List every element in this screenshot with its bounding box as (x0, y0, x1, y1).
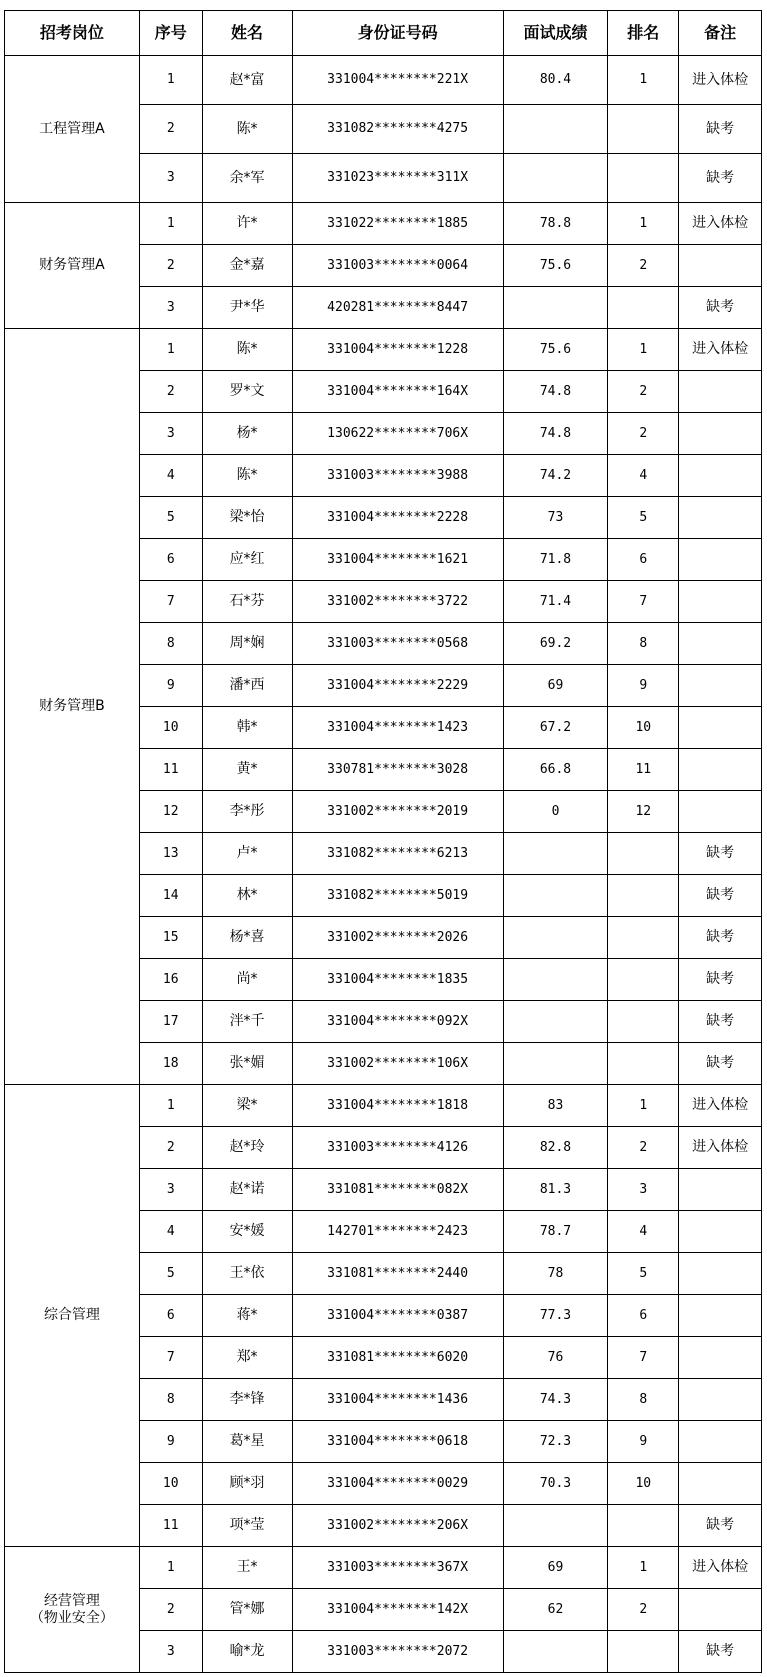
rank-cell: 1 (608, 203, 679, 245)
rank-cell: 2 (608, 371, 679, 413)
note-cell (679, 1463, 762, 1505)
seq-cell: 1 (139, 329, 202, 371)
score-cell: 71.4 (503, 581, 608, 623)
id-cell: 331002********206X (292, 1505, 503, 1547)
score-cell: 69 (503, 665, 608, 707)
name-cell: 梁* (202, 1085, 292, 1127)
seq-cell: 1 (139, 1547, 202, 1589)
note-cell (679, 623, 762, 665)
note-cell (679, 1337, 762, 1379)
id-cell: 331004********164X (292, 371, 503, 413)
id-cell: 331003********367X (292, 1547, 503, 1589)
position-cell: 财务管理A (5, 203, 140, 329)
id-cell: 420281********8447 (292, 287, 503, 329)
note-cell (679, 371, 762, 413)
id-cell: 331004********221X (292, 56, 503, 105)
note-cell: 缺考 (679, 833, 762, 875)
table-row (5, 1547, 762, 1589)
seq-cell: 8 (139, 623, 202, 665)
note-cell (679, 1421, 762, 1463)
note-cell (679, 1253, 762, 1295)
name-cell: 应*红 (202, 539, 292, 581)
name-cell: 潘*西 (202, 665, 292, 707)
score-cell: 67.2 (503, 707, 608, 749)
name-cell: 顾*羽 (202, 1463, 292, 1505)
note-cell (679, 749, 762, 791)
name-cell: 杨* (202, 413, 292, 455)
score-cell (503, 1505, 608, 1547)
id-cell: 331003********3988 (292, 455, 503, 497)
note-cell (679, 1295, 762, 1337)
id-cell: 331003********0568 (292, 623, 503, 665)
score-cell: 78.8 (503, 203, 608, 245)
header-name: 姓名 (202, 11, 292, 56)
note-cell (679, 791, 762, 833)
score-cell: 74.8 (503, 371, 608, 413)
name-cell: 喻*龙 (202, 1631, 292, 1673)
note-cell (679, 497, 762, 539)
seq-cell: 16 (139, 959, 202, 1001)
score-cell: 71.8 (503, 539, 608, 581)
name-cell: 张*媚 (202, 1043, 292, 1085)
score-cell: 80.4 (503, 56, 608, 105)
id-cell: 331081********082X (292, 1169, 503, 1211)
rank-cell: 1 (608, 1085, 679, 1127)
position-cell: 综合管理 (5, 1085, 140, 1547)
rank-cell: 1 (608, 56, 679, 105)
score-cell: 69 (503, 1547, 608, 1589)
rank-cell (608, 287, 679, 329)
seq-cell: 2 (139, 1127, 202, 1169)
rank-cell: 2 (608, 413, 679, 455)
id-cell: 331003********0064 (292, 245, 503, 287)
name-cell: 尚* (202, 959, 292, 1001)
note-cell: 缺考 (679, 917, 762, 959)
score-cell: 76 (503, 1337, 608, 1379)
note-cell: 进入体检 (679, 1547, 762, 1589)
id-cell: 331004********0029 (292, 1463, 503, 1505)
seq-cell: 2 (139, 105, 202, 154)
rank-cell: 10 (608, 707, 679, 749)
note-cell: 缺考 (679, 1043, 762, 1085)
name-cell: 石*芬 (202, 581, 292, 623)
id-cell: 331004********1818 (292, 1085, 503, 1127)
name-cell: 郑* (202, 1337, 292, 1379)
score-cell (503, 287, 608, 329)
score-cell: 81.3 (503, 1169, 608, 1211)
score-cell (503, 1001, 608, 1043)
rank-cell: 11 (608, 749, 679, 791)
id-cell: 331082********6213 (292, 833, 503, 875)
id-cell: 331003********4126 (292, 1127, 503, 1169)
seq-cell: 6 (139, 1295, 202, 1337)
score-cell (503, 875, 608, 917)
seq-cell: 4 (139, 455, 202, 497)
seq-cell: 9 (139, 665, 202, 707)
table-header (5, 11, 762, 56)
id-cell: 331002********3722 (292, 581, 503, 623)
note-cell (679, 581, 762, 623)
rank-cell (608, 1505, 679, 1547)
seq-cell: 3 (139, 287, 202, 329)
table-row (5, 203, 762, 245)
rank-cell: 9 (608, 1421, 679, 1463)
seq-cell: 14 (139, 875, 202, 917)
score-cell (503, 1043, 608, 1085)
id-cell: 331004********1423 (292, 707, 503, 749)
rank-cell: 8 (608, 623, 679, 665)
note-cell (679, 1211, 762, 1253)
rank-cell: 7 (608, 581, 679, 623)
id-cell: 331003********2072 (292, 1631, 503, 1673)
note-cell: 缺考 (679, 875, 762, 917)
score-cell: 72.3 (503, 1421, 608, 1463)
note-cell: 缺考 (679, 105, 762, 154)
seq-cell: 11 (139, 1505, 202, 1547)
note-cell (679, 539, 762, 581)
id-cell: 331082********5019 (292, 875, 503, 917)
name-cell: 蒋* (202, 1295, 292, 1337)
note-cell: 缺考 (679, 287, 762, 329)
name-cell: 黄* (202, 749, 292, 791)
seq-cell: 13 (139, 833, 202, 875)
id-cell: 331022********1885 (292, 203, 503, 245)
rank-cell: 10 (608, 1463, 679, 1505)
id-cell: 331081********2440 (292, 1253, 503, 1295)
header-seq: 序号 (139, 11, 202, 56)
score-cell: 75.6 (503, 329, 608, 371)
seq-cell: 4 (139, 1211, 202, 1253)
score-cell: 73 (503, 497, 608, 539)
note-cell (679, 707, 762, 749)
seq-cell: 2 (139, 245, 202, 287)
note-cell: 进入体检 (679, 1085, 762, 1127)
note-cell (679, 413, 762, 455)
name-cell: 许* (202, 203, 292, 245)
id-cell: 331004********2229 (292, 665, 503, 707)
name-cell: 李*彤 (202, 791, 292, 833)
rank-cell (608, 154, 679, 203)
score-cell: 70.3 (503, 1463, 608, 1505)
seq-cell: 6 (139, 539, 202, 581)
rank-cell (608, 105, 679, 154)
id-cell: 130622********706X (292, 413, 503, 455)
id-cell: 331004********0618 (292, 1421, 503, 1463)
name-cell: 尹*华 (202, 287, 292, 329)
header-note: 备注 (679, 11, 762, 56)
header-row (5, 11, 762, 56)
table-row (5, 56, 762, 105)
note-cell (679, 665, 762, 707)
name-cell: 周*娴 (202, 623, 292, 665)
note-cell (679, 1379, 762, 1421)
seq-cell: 2 (139, 371, 202, 413)
score-cell: 78.7 (503, 1211, 608, 1253)
name-cell: 李*锋 (202, 1379, 292, 1421)
name-cell: 赵*玲 (202, 1127, 292, 1169)
rank-cell: 5 (608, 1253, 679, 1295)
header-position: 招考岗位 (5, 11, 140, 56)
id-cell: 331004********092X (292, 1001, 503, 1043)
rank-cell: 2 (608, 1127, 679, 1169)
score-cell: 77.3 (503, 1295, 608, 1337)
seq-cell: 1 (139, 1085, 202, 1127)
id-cell: 331004********2228 (292, 497, 503, 539)
rank-cell (608, 1043, 679, 1085)
score-cell (503, 917, 608, 959)
position-cell: 经营管理 （物业安全） (5, 1547, 140, 1673)
name-cell: 林* (202, 875, 292, 917)
note-cell: 进入体检 (679, 203, 762, 245)
note-cell: 缺考 (679, 959, 762, 1001)
score-cell (503, 959, 608, 1001)
seq-cell: 9 (139, 1421, 202, 1463)
note-cell: 进入体检 (679, 329, 762, 371)
header-id: 身份证号码 (292, 11, 503, 56)
score-cell: 74.3 (503, 1379, 608, 1421)
name-cell: 韩* (202, 707, 292, 749)
rank-cell: 6 (608, 1295, 679, 1337)
id-cell: 330781********3028 (292, 749, 503, 791)
rank-cell (608, 833, 679, 875)
name-cell: 金*嘉 (202, 245, 292, 287)
seq-cell: 10 (139, 1463, 202, 1505)
rank-cell: 12 (608, 791, 679, 833)
score-cell: 83 (503, 1085, 608, 1127)
id-cell: 331002********2026 (292, 917, 503, 959)
rank-cell: 2 (608, 1589, 679, 1631)
name-cell: 安*媛 (202, 1211, 292, 1253)
position-cell: 工程管理A (5, 56, 140, 203)
score-cell: 75.6 (503, 245, 608, 287)
rank-cell: 1 (608, 329, 679, 371)
name-cell: 项*莹 (202, 1505, 292, 1547)
note-cell: 缺考 (679, 1001, 762, 1043)
seq-cell: 8 (139, 1379, 202, 1421)
score-cell: 62 (503, 1589, 608, 1631)
rank-cell: 6 (608, 539, 679, 581)
note-cell: 进入体检 (679, 1127, 762, 1169)
name-cell: 余*军 (202, 154, 292, 203)
note-cell (679, 245, 762, 287)
table-body (5, 56, 762, 1673)
score-cell (503, 833, 608, 875)
rank-cell: 4 (608, 1211, 679, 1253)
note-cell: 进入体检 (679, 56, 762, 105)
seq-cell: 1 (139, 56, 202, 105)
note-cell: 缺考 (679, 1631, 762, 1673)
rank-cell (608, 1631, 679, 1673)
seq-cell: 17 (139, 1001, 202, 1043)
name-cell: 陈* (202, 455, 292, 497)
score-cell: 78 (503, 1253, 608, 1295)
name-cell: 罗*文 (202, 371, 292, 413)
score-cell: 74.2 (503, 455, 608, 497)
note-cell: 缺考 (679, 1505, 762, 1547)
score-cell: 74.8 (503, 413, 608, 455)
score-cell: 0 (503, 791, 608, 833)
seq-cell: 5 (139, 497, 202, 539)
rank-cell: 2 (608, 245, 679, 287)
header-score: 面试成绩 (503, 11, 608, 56)
name-cell: 赵*富 (202, 56, 292, 105)
seq-cell: 3 (139, 413, 202, 455)
score-cell (503, 1631, 608, 1673)
name-cell: 杨*喜 (202, 917, 292, 959)
note-cell (679, 455, 762, 497)
position-cell: 财务管理B (5, 329, 140, 1085)
results-table (4, 10, 762, 1673)
name-cell: 葛*星 (202, 1421, 292, 1463)
seq-cell: 2 (139, 1589, 202, 1631)
header-rank: 排名 (608, 11, 679, 56)
seq-cell: 12 (139, 791, 202, 833)
rank-cell: 3 (608, 1169, 679, 1211)
name-cell: 陈* (202, 105, 292, 154)
seq-cell: 10 (139, 707, 202, 749)
note-cell (679, 1169, 762, 1211)
table-row (5, 1085, 762, 1127)
score-cell (503, 154, 608, 203)
id-cell: 331002********2019 (292, 791, 503, 833)
name-cell: 管*娜 (202, 1589, 292, 1631)
id-cell: 331002********106X (292, 1043, 503, 1085)
id-cell: 331081********6020 (292, 1337, 503, 1379)
name-cell: 陈* (202, 329, 292, 371)
seq-cell: 3 (139, 1631, 202, 1673)
seq-cell: 5 (139, 1253, 202, 1295)
rank-cell (608, 1001, 679, 1043)
note-cell: 缺考 (679, 154, 762, 203)
rank-cell (608, 917, 679, 959)
name-cell: 泮*千 (202, 1001, 292, 1043)
rank-cell: 4 (608, 455, 679, 497)
id-cell: 331004********142X (292, 1589, 503, 1631)
seq-cell: 7 (139, 581, 202, 623)
name-cell: 赵*诺 (202, 1169, 292, 1211)
seq-cell: 11 (139, 749, 202, 791)
rank-cell: 9 (608, 665, 679, 707)
rank-cell (608, 875, 679, 917)
score-cell: 82.8 (503, 1127, 608, 1169)
name-cell: 王*依 (202, 1253, 292, 1295)
id-cell: 331082********4275 (292, 105, 503, 154)
rank-cell: 1 (608, 1547, 679, 1589)
id-cell: 331023********311X (292, 154, 503, 203)
score-cell: 69.2 (503, 623, 608, 665)
id-cell: 331004********1835 (292, 959, 503, 1001)
id-cell: 331004********0387 (292, 1295, 503, 1337)
id-cell: 142701********2423 (292, 1211, 503, 1253)
name-cell: 王* (202, 1547, 292, 1589)
score-cell: 66.8 (503, 749, 608, 791)
rank-cell: 5 (608, 497, 679, 539)
score-cell (503, 105, 608, 154)
seq-cell: 3 (139, 1169, 202, 1211)
rank-cell: 7 (608, 1337, 679, 1379)
note-cell (679, 1589, 762, 1631)
id-cell: 331004********1621 (292, 539, 503, 581)
id-cell: 331004********1228 (292, 329, 503, 371)
rank-cell (608, 959, 679, 1001)
seq-cell: 18 (139, 1043, 202, 1085)
rank-cell: 8 (608, 1379, 679, 1421)
seq-cell: 15 (139, 917, 202, 959)
table-row (5, 329, 762, 371)
name-cell: 卢* (202, 833, 292, 875)
seq-cell: 3 (139, 154, 202, 203)
id-cell: 331004********1436 (292, 1379, 503, 1421)
name-cell: 梁*怡 (202, 497, 292, 539)
seq-cell: 1 (139, 203, 202, 245)
seq-cell: 7 (139, 1337, 202, 1379)
